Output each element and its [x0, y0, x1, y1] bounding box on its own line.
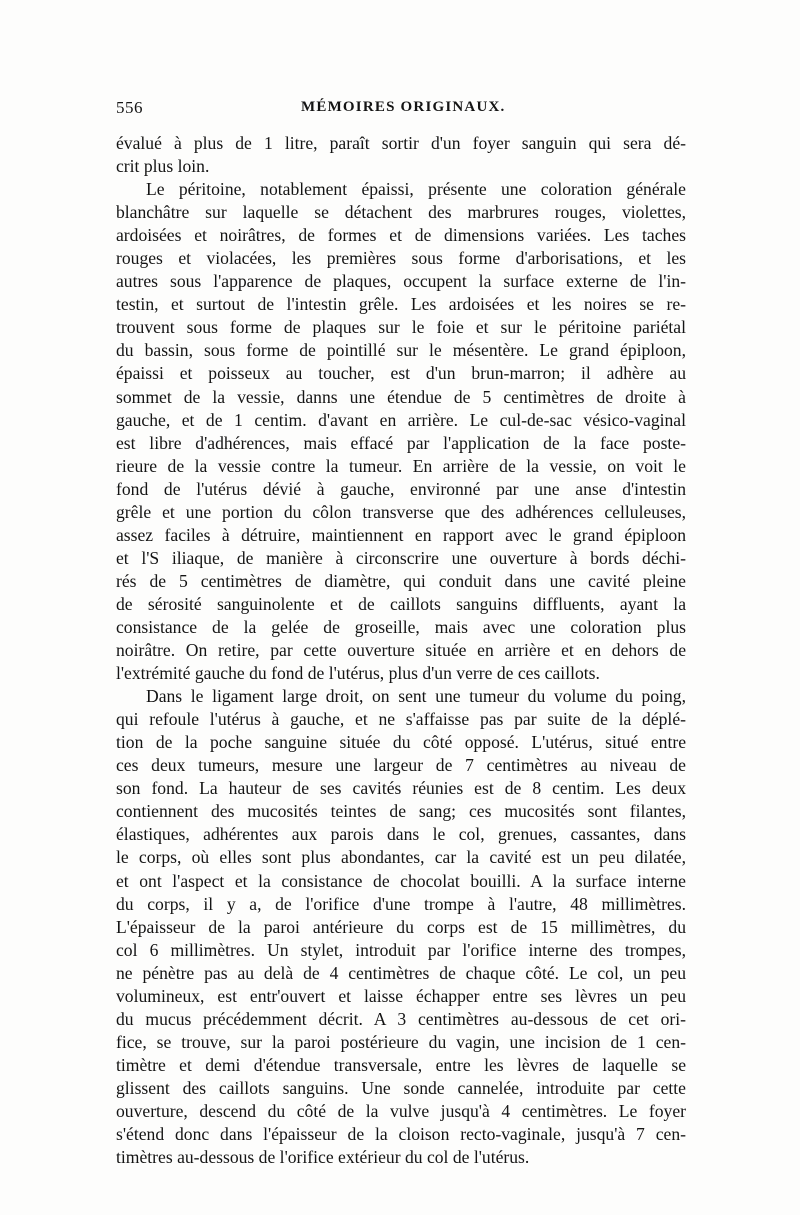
text-line: le corps, où elles sont plus abondantes, car la cavité est un peu dilatée,	[116, 847, 686, 868]
text-line: col 6 millimètres. Un stylet, introduit par l'orifice interne des trompes,	[116, 939, 686, 960]
text-line: Dans le ligament large droit, on sent une tumeur du volume du poing,	[146, 686, 686, 707]
running-head: MÉMOIRES ORIGINAUX.	[301, 99, 506, 115]
text-line: gauche, et de 1 centim. d'avant en arrière. Le cul-de-sac vésico-vaginal	[116, 409, 686, 430]
text-line: du corps, il y a, de l'orifice d'une trompe à l'autre, 48 millimètres.	[116, 893, 686, 914]
text-line: timètre et demi d'étendue transversale, entre les lèvres de laquelle se	[116, 1054, 686, 1075]
text-line: volumineux, est entr'ouvert et laisse échapper entre ses lèvres un peu	[116, 985, 686, 1006]
text-line: noirâtre. On retire, par cette ouverture située en arrière et en dehors de	[116, 640, 686, 661]
page-number: 556	[116, 98, 143, 117]
text-line: s'étend donc dans l'épaisseur de la cloison recto-vaginale, jusqu'à 7 cen-	[116, 1124, 686, 1145]
text-line: tion de la poche sanguine située du côté opposé. L'utérus, situé entre	[116, 732, 686, 753]
text-line: timètres au-dessous de l'orifice extérieur du col de l'utérus.	[116, 1147, 530, 1168]
text-line: du mucus précédemment décrit. A 3 centimètres au-dessous de cet ori-	[116, 1008, 686, 1029]
text-line: contiennent des mucosités teintes de sang; ces mucosités sont filantes,	[116, 801, 686, 822]
text-line: ardoisées et noirâtres, de formes et de dimensions variées. Les taches	[116, 225, 686, 246]
text-line: trouvent sous forme de plaques sur le foie et sur le péritoine pariétal	[116, 317, 686, 338]
paragraph	[116, 132, 686, 178]
text-line: qui refoule l'utérus à gauche, et ne s'affaisse pas par suite de la déplé-	[116, 709, 686, 730]
text-line: glissent des caillots sanguins. Une sonde cannelée, introduite par cette	[116, 1077, 686, 1098]
text-line: blanchâtre sur laquelle se détachent des marbrures rouges, violettes,	[116, 202, 686, 223]
paragraph	[116, 178, 686, 685]
text-line: et l'S iliaque, de manière à circonscrire une ouverture à bords déchi-	[116, 547, 686, 568]
text-line: ces deux tumeurs, mesure une largeur de 7 centimètres au niveau de	[116, 755, 686, 776]
text-line: ne pénètre pas au delà de 4 centimètres de chaque côté. Le col, un peu	[116, 962, 686, 983]
text-line: L'épaisseur de la paroi antérieure du corps est de 15 millimètres, du	[116, 916, 686, 937]
text-line: du bassin, sous forme de pointillé sur le mésentère. Le grand épiploon,	[116, 340, 686, 361]
text-line: rés de 5 centimètres de diamètre, qui conduit dans une cavité pleine	[116, 570, 686, 591]
text-line: de sérosité sanguinolente et de caillots sanguins diffluents, ayant la	[116, 593, 686, 614]
text-line: l'extrémité gauche du fond de l'utérus, plus d'un verre de ces caillots.	[116, 663, 600, 684]
text-line: testin, et surtout de l'intestin grêle. Les ardoisées et les noires se re-	[116, 294, 686, 315]
text-line: crit plus loin.	[116, 156, 210, 177]
text-line: évalué à plus de 1 litre, paraît sortir d'un foyer sanguin qui sera dé-	[116, 133, 686, 153]
text-line: fice, se trouve, sur la paroi postérieure du vagin, une incision de 1 cen-	[116, 1031, 686, 1052]
text-line: autres sous l'apparence de plaques, occupent la surface externe de l'in-	[116, 271, 686, 292]
page-header	[116, 98, 686, 122]
text-line: sommet de la vessie, danns une étendue de 5 centimètres de droite à	[116, 386, 686, 407]
text-line: est libre d'adhérences, mais effacé par l'application de la face poste-	[116, 432, 686, 453]
text-line: fond de l'utérus dévié à gauche, environné par une anse d'intestin	[116, 478, 686, 499]
text-line: grêle et une portion du côlon transverse que des adhérences celluleuses,	[116, 501, 686, 522]
text-line: épaissi et poisseux au toucher, est d'un brun-marron; il adhère au	[116, 363, 686, 384]
paragraph	[116, 685, 686, 1169]
text-line: élastiques, adhérentes aux parois dans le col, grenues, cassantes, dans	[116, 824, 686, 845]
text-line: assez faciles à détruire, maintiennent en rapport avec le grand épiploon	[116, 524, 686, 545]
text-line: rieure de la vessie contre la tumeur. En arrière de la vessie, on voit le	[116, 455, 686, 476]
text-line: rouges et violacées, les premières sous forme d'arborisations, et les	[116, 248, 686, 269]
text-line: consistance de la gelée de groseille, mais avec une coloration plus	[116, 616, 686, 637]
text-line: Le péritoine, notablement épaissi, présente une coloration générale	[146, 179, 686, 200]
text-line: son fond. La hauteur de ses cavités réunies est de 8 centim. Les deux	[116, 778, 686, 799]
text-line: et ont l'aspect et la consistance de chocolat bouilli. A la surface interne	[116, 870, 686, 891]
body-text	[116, 132, 686, 1169]
text-line: ouverture, descend du côté de la vulve jusqu'à 4 centimètres. Le foyer	[116, 1100, 686, 1121]
